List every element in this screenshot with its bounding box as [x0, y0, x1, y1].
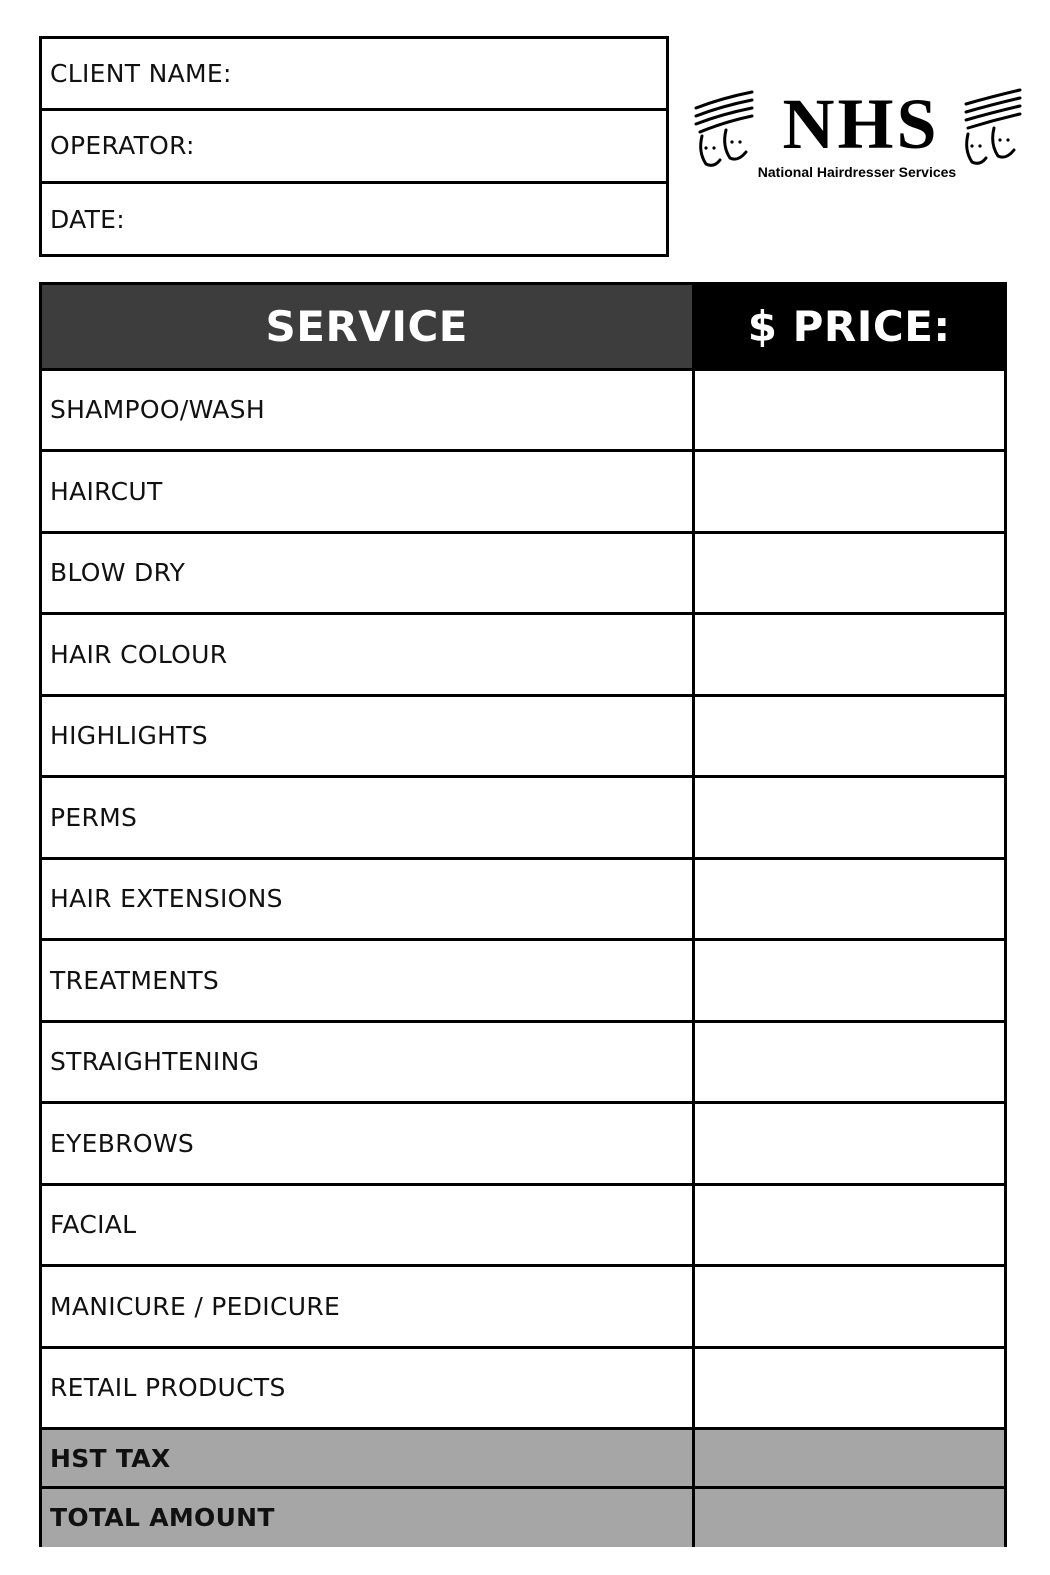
total-row	[42, 1488, 1004, 1547]
price-cell[interactable]	[693, 1184, 1004, 1266]
tax-label: HST TAX	[42, 1429, 693, 1488]
service-name: TREATMENTS	[42, 940, 693, 1022]
total-label: TOTAL AMOUNT	[42, 1488, 693, 1547]
date-field[interactable]	[42, 184, 666, 256]
price-cell[interactable]	[693, 614, 1004, 696]
logo-tagline: National Hairdresser Services	[757, 164, 957, 180]
client-info-box	[39, 36, 669, 257]
table-header-row	[42, 285, 1004, 369]
operator-field[interactable]	[42, 111, 666, 183]
table-row	[42, 777, 1004, 859]
table-row	[42, 1184, 1004, 1266]
table-row	[42, 695, 1004, 777]
price-cell[interactable]	[693, 369, 1004, 451]
table-row	[42, 369, 1004, 451]
service-name: BLOW DRY	[42, 532, 693, 614]
price-cell[interactable]	[693, 532, 1004, 614]
price-cell[interactable]	[693, 1021, 1004, 1103]
price-cell[interactable]	[693, 1266, 1004, 1348]
price-cell[interactable]	[693, 451, 1004, 533]
service-name: HAIR EXTENSIONS	[42, 858, 693, 940]
price-cell[interactable]	[693, 695, 1004, 777]
table-row	[42, 1103, 1004, 1185]
date-label: DATE:	[50, 205, 125, 235]
price-cell[interactable]	[693, 1103, 1004, 1185]
client-name-field[interactable]	[42, 39, 666, 111]
total-amount-cell[interactable]	[693, 1488, 1004, 1547]
table-row	[42, 940, 1004, 1022]
service-name: FACIAL	[42, 1184, 693, 1266]
table-row	[42, 1021, 1004, 1103]
service-name: PERMS	[42, 777, 693, 859]
price-cell[interactable]	[693, 1347, 1004, 1429]
hair-faces-icon	[960, 86, 1024, 170]
service-name: HAIRCUT	[42, 451, 693, 533]
price-cell[interactable]	[693, 940, 1004, 1022]
price-column-header: $ PRICE:	[693, 285, 1004, 369]
service-name: SHAMPOO/WASH	[42, 369, 693, 451]
service-name: MANICURE / PEDICURE	[42, 1266, 693, 1348]
service-column-header: SERVICE	[42, 285, 693, 369]
operator-label: OPERATOR:	[50, 131, 195, 161]
service-name: STRAIGHTENING	[42, 1021, 693, 1103]
table-row	[42, 451, 1004, 533]
service-name: RETAIL PRODUCTS	[42, 1347, 693, 1429]
tax-amount-cell[interactable]	[693, 1429, 1004, 1488]
service-name: HAIR COLOUR	[42, 614, 693, 696]
table-row	[42, 1347, 1004, 1429]
nhs-logo	[692, 86, 1028, 186]
price-cell[interactable]	[693, 777, 1004, 859]
table-row	[42, 532, 1004, 614]
service-name: EYEBROWS	[42, 1103, 693, 1185]
tax-row	[42, 1429, 1004, 1488]
table-row	[42, 1266, 1004, 1348]
client-name-label: CLIENT NAME:	[50, 59, 232, 89]
logo-brand: NHS	[782, 84, 940, 164]
table-row	[42, 614, 1004, 696]
price-cell[interactable]	[693, 858, 1004, 940]
services-price-table	[39, 282, 1007, 1547]
table-row	[42, 858, 1004, 940]
hair-faces-icon	[692, 86, 756, 170]
service-name: HIGHLIGHTS	[42, 695, 693, 777]
